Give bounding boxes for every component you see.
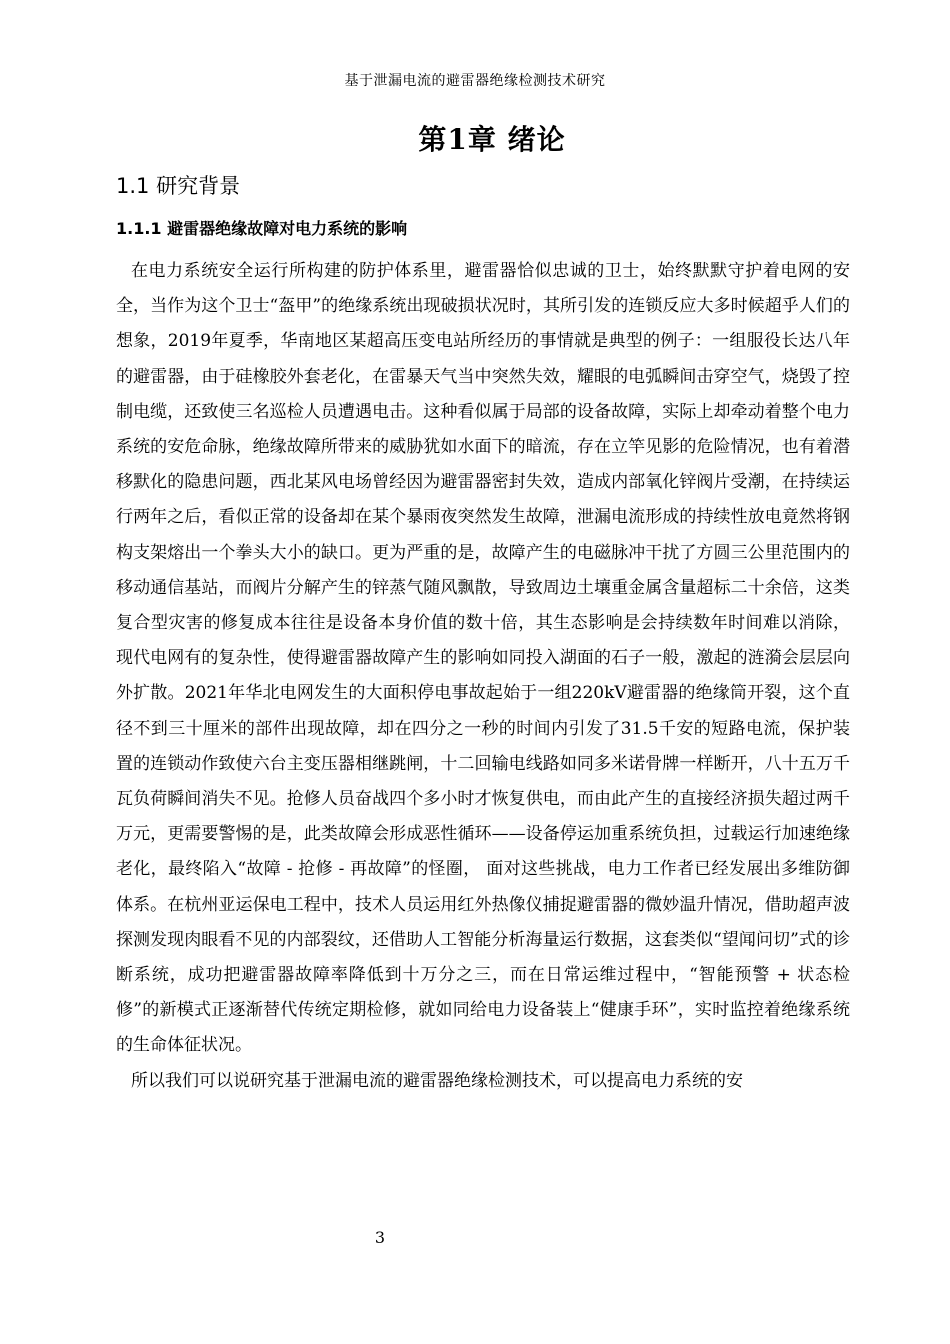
section-heading: 1.1 研究背景 xyxy=(116,174,241,198)
paragraph-1: 在电力系统安全运行所构建的防护体系里，避雷器恰似忠诚的卫士，始终默默守护着电网的安全，当作为这个卫士“盔甲”的绝缘系统出现破损状况时，其所引发的连锁反应大多时候超乎人们的想象，2019年夏季，华南地区某超高压变电站所经历的事情就是典型的例子：一组服役长达八年的避雷器，由于硅橡胶外套老化，在雷暴天气当中突然失效，耀眼的电弧瞬间击穿空气，烧毁了控制电缆，还致使三名巡检人员遭遇电击。这种看似属于局部的设备故障，实际上却牵动着整个电力系统的安危命脉，绝缘故障所带来的威胁犹如水面下的暗流，存在立竿见影的危险情况，也有着潜移默化的隐患问题，西北某风电场曾经因为避雷器密封失效，造成内部氧化锌阀片受潮，在持续运行两年之后，看似正常的设备却在某个暴雨夜突然发生故障，泄漏电流形成的持续性放电竟然将钢构支架熔出一个拳头大小的缺口。更为严重的是，故障产生的电磁脉冲干扰了方圆三公里范围内的移动通信基站，而阀片分解产生的锌蒸气随风飘散，导致周边土壤重金属含量超标二十余倍，这类复合型灾害的修复成本往往是设备本身价值的数十倍，其生态影响是会持续数年时间难以消除， 现代电网有的复杂性，使得避雷器故障产生的影响如同投入湖面的石子一般，激起的涟漪会层层向外扩散。2021年华北电网发生的大面积停电事故起始于一组220kV避雷器的绝缘筒开裂，这个直径不到三十厘米的部件出现故障，却在四分之一秒的时间内引发了31.5千安的短路电流，保护装置的连锁动作致使六台主变压器相继跳闸，十二回输电线路如同多米诺骨牌一样断开，八十五万千瓦负荷瞬间消失不见。抢修人员奋战四个多小时才恢复供电，而由此产生的直接经济损失超过两千万元，更需要警惕的是，此类故障会形成恶性循环——设备停运加重系统负担，过载运行加速绝缘老化，最终陷入“故障 - 抢修 - 再故障”的怪圈， 面对这些挑战，电力工作者已经发展出多维防御体系。在杭州亚运保电工程中，技术人员运用红外热像仪捕捉避雷器的微妙温升情况，借助超声波探测发现肉眼看不见的内部裂纹，还借助人工智能分析海量运行数据，这套类似“望闻问切”式的诊断系统，成功把避雷器故障率降低到十万分之三，而在日常运维过程中，“智能预警 + 状态检修”的新模式正逐渐替代传统定期检修，就如同给电力设备装上“健康手环”，实时监控着绝缘系统的生命体征状况。 xyxy=(116,261,850,1056)
subsection-heading: 1.1.1 避雷器绝缘故障对电力系统的影响 xyxy=(116,219,408,238)
body-text xyxy=(116,254,850,1099)
page-number: 3 xyxy=(374,1228,386,1247)
paragraph-2: 所以我们可以说研究基于泄漏电流的避雷器绝缘检测技术，可以提高电力系统的安 xyxy=(131,1070,743,1091)
running-header: 基于泄漏电流的避雷器绝缘检测技术研究 xyxy=(344,73,606,89)
chapter-title: 第1章 绪论 xyxy=(418,123,566,156)
